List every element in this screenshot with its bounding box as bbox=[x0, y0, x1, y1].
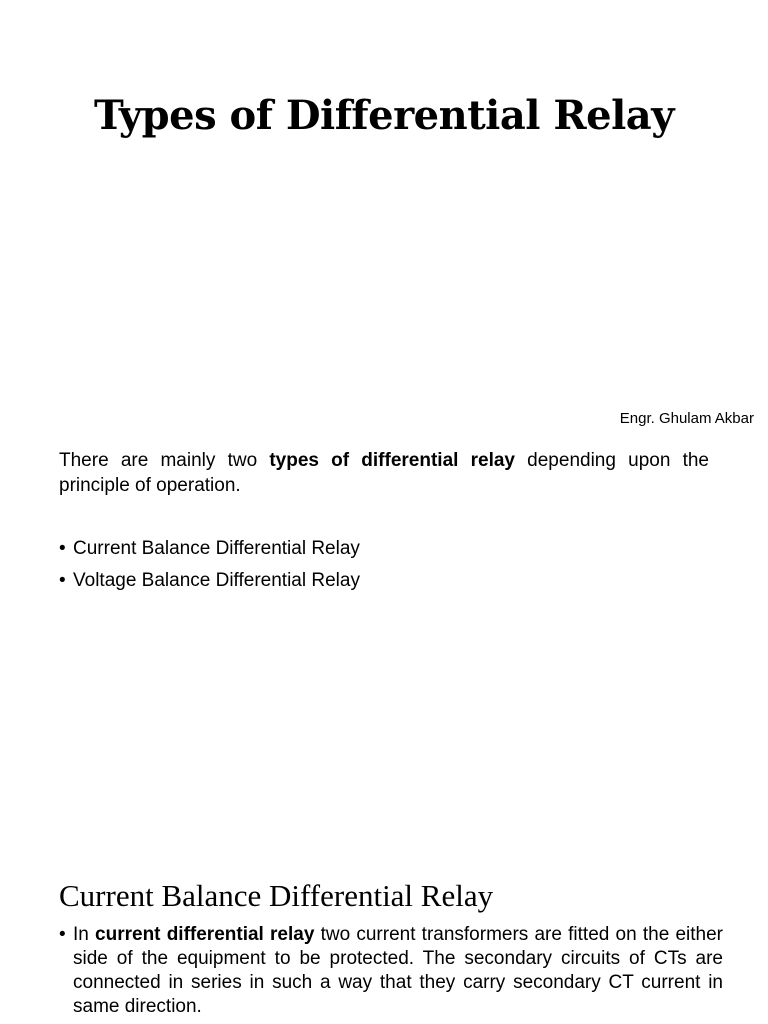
list-item-current-balance: • Current Balance Differential Relay bbox=[59, 536, 709, 561]
slide-title-heading: Types of Differential Relay bbox=[94, 92, 674, 139]
para-text-bold: current differential relay bbox=[95, 924, 315, 945]
author-name: Engr. Ghulam Akbar bbox=[619, 410, 754, 427]
intro-text-start: There are mainly two bbox=[59, 450, 270, 471]
description-paragraph bbox=[59, 923, 723, 1019]
bullet-dot: • bbox=[59, 924, 66, 945]
list-item-voltage-balance: • Voltage Balance Differential Relay bbox=[59, 568, 709, 593]
slide-current-balance bbox=[0, 868, 768, 1024]
para-text-start: In bbox=[73, 924, 96, 945]
para-text-end: two current transformers are fitted on the either side of the equipment to be protected. The secondary circuits of CTs are connected in series in such a way that they carry secondary CT current in same direction. bbox=[73, 924, 723, 1017]
slide-types bbox=[0, 436, 768, 868]
slide-title bbox=[0, 0, 768, 436]
section-heading: Current Balance Differential Relay bbox=[59, 878, 494, 913]
intro-paragraph bbox=[59, 448, 709, 498]
intro-text-bold: types of differential relay bbox=[269, 450, 515, 471]
relay-type-list bbox=[59, 536, 709, 600]
intro-text-end: depending upon the principle of operation. bbox=[59, 450, 709, 496]
